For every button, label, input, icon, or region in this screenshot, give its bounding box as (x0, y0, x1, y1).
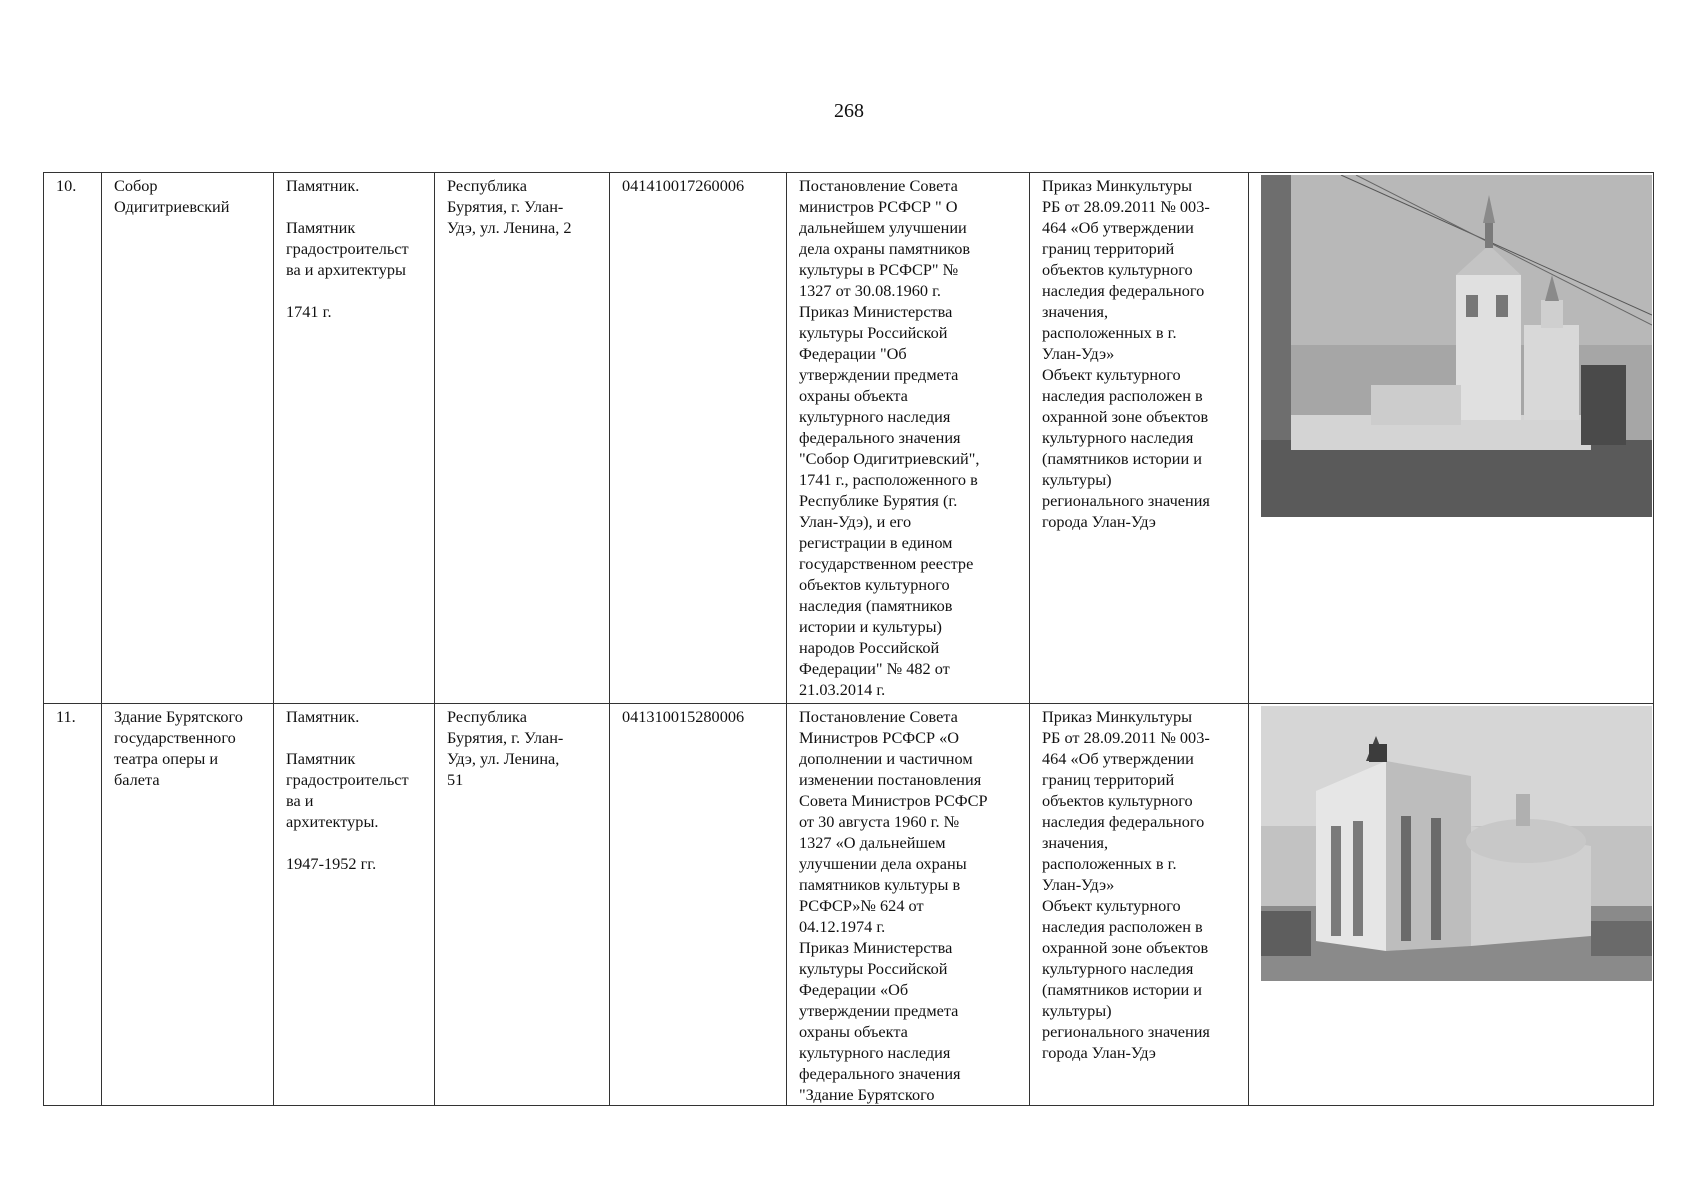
text-line: "Здание Бурятского (799, 1085, 935, 1104)
text-line: регионального значения (1042, 491, 1210, 510)
table-row (44, 704, 1654, 1106)
text-line: Приказ Министерства (799, 938, 953, 957)
text-line: 21.03.2014 г. (799, 680, 886, 699)
text-line: расположенных в г. (1042, 323, 1177, 342)
text-line: Здание Бурятского (114, 707, 243, 726)
text-line: 464 «Об утверждении (1042, 749, 1194, 768)
text-line: ва и (286, 791, 314, 810)
text-line: расположенных в г. (1042, 854, 1177, 873)
object-name-cell (102, 704, 274, 1106)
text-line: Удэ, ул. Ленина, (447, 749, 560, 768)
text-line: охранной зоне объектов (1042, 938, 1209, 957)
text-line: культуры Российской (799, 959, 948, 978)
text-line: градостроительст (286, 239, 409, 258)
text-line: Постановление Совета (799, 176, 958, 195)
registration-number-cell (610, 173, 787, 704)
text-line: (памятников истории и (1042, 449, 1203, 468)
text-line: границ территорий (1042, 770, 1175, 789)
text-line: значения, (1042, 833, 1109, 852)
text-line: истории и культуры) (799, 617, 942, 636)
text-line: РБ от 28.09.2011 № 003- (1042, 197, 1210, 216)
text-line: государственном реестре (799, 554, 974, 573)
protection-document-cell (787, 704, 1030, 1106)
text-line: границ территорий (1042, 239, 1175, 258)
text-line: культуры) (1042, 470, 1112, 489)
text-line: Улан-Удэ» (1042, 875, 1115, 894)
text-line: изменении постановления (799, 770, 982, 789)
photo-cell (1249, 173, 1654, 704)
text-line: улучшении дела охраны (799, 854, 967, 873)
text-line: Собор (114, 176, 158, 195)
text-line: культурного наследия (1042, 959, 1194, 978)
text-line: архитектуры. (286, 812, 379, 831)
text-line: РСФСР»№ 624 от (799, 896, 924, 915)
object-category-cell (274, 704, 435, 1106)
text-line: градостроительст (286, 770, 409, 789)
text-line: 1741 г. (286, 302, 332, 321)
text-line: государственного (114, 728, 236, 747)
text-line: охраны объекта (799, 386, 908, 405)
text-line: федерального значения (799, 428, 961, 447)
text-line: Бурятия, г. Улан- (447, 197, 564, 216)
text-line: Совета Министров РСФСР (799, 791, 988, 810)
text-line: регистрации в едином (799, 533, 953, 552)
text-line: 1327 «О дальнейшем (799, 833, 946, 852)
text-line: от 30 августа 1960 г. № (799, 812, 960, 831)
text-line: Бурятия, г. Улан- (447, 728, 564, 747)
text-line: Объект культурного (1042, 365, 1181, 384)
text-line: балета (114, 770, 160, 789)
registration-number: 041310015280006 (622, 707, 745, 726)
text-line (286, 727, 422, 748)
heritage-registry-table (43, 172, 1654, 1106)
text-line: охранной зоне объектов (1042, 407, 1209, 426)
row-number-cell (44, 173, 102, 704)
text-line: значения, (1042, 302, 1109, 321)
photo-cell (1249, 704, 1654, 1106)
territory-document-cell (1030, 704, 1249, 1106)
text-line: Приказ Минкультуры (1042, 176, 1193, 195)
text-line: Памятник. (286, 707, 360, 726)
text-line: Памятник (286, 218, 356, 237)
text-line: наследия расположен в (1042, 386, 1203, 405)
text-line: дополнении и частичном (799, 749, 973, 768)
text-line: Республике Бурятия (г. (799, 491, 958, 510)
text-line: "Собор Одигитриевский", (799, 449, 980, 468)
text-line: объектов культурного (1042, 260, 1193, 279)
text-line: Одигитриевский (114, 197, 230, 216)
text-line: культуры в РСФСР" № (799, 260, 959, 279)
text-line: культурного наследия (799, 1043, 951, 1062)
text-line: федерального значения (799, 1064, 961, 1083)
text-line: культуры Российской (799, 323, 948, 342)
text-line: города Улан-Удэ (1042, 1043, 1156, 1062)
text-line: Памятник (286, 749, 356, 768)
page-number: 268 (834, 100, 864, 122)
text-line: культурного наследия (1042, 428, 1194, 447)
text-line: 04.12.1974 г. (799, 917, 886, 936)
object-name-cell (102, 173, 274, 704)
text-line (286, 280, 422, 301)
text-line: Федерации «Об (799, 980, 909, 999)
text-line: Улан-Удэ), и его (799, 512, 912, 531)
text-line: Приказ Министерства (799, 302, 953, 321)
territory-document-cell (1030, 173, 1249, 704)
object-category-cell (274, 173, 435, 704)
text-line: культуры) (1042, 1001, 1112, 1020)
text-line: города Улан-Удэ (1042, 512, 1156, 531)
text-line: Памятник. (286, 176, 360, 195)
text-line: РБ от 28.09.2011 № 003- (1042, 728, 1210, 747)
text-line: Удэ, ул. Ленина, 2 (447, 218, 572, 237)
photo-cathedral (1261, 175, 1652, 517)
text-line: министров РСФСР " О (799, 197, 958, 216)
object-address-cell (435, 173, 610, 704)
text-line: народов Российской (799, 638, 940, 657)
text-line: 464 «Об утверждении (1042, 218, 1194, 237)
text-line: наследия расположен в (1042, 917, 1203, 936)
text-line: 51 (447, 770, 464, 789)
text-line: наследия федерального (1042, 812, 1205, 831)
text-line: Улан-Удэ» (1042, 344, 1115, 363)
text-line: Министров РСФСР «О (799, 728, 960, 747)
text-line: наследия федерального (1042, 281, 1205, 300)
registration-number: 041410017260006 (622, 176, 745, 195)
text-line: 1741 г., расположенного в (799, 470, 978, 489)
object-address-cell (435, 704, 610, 1106)
text-line: утверждении предмета (799, 365, 959, 384)
text-line: объектов культурного (1042, 791, 1193, 810)
text-line (286, 196, 422, 217)
text-line: ва и архитектуры (286, 260, 406, 279)
text-line: (памятников истории и (1042, 980, 1203, 999)
row-number-cell (44, 704, 102, 1106)
text-line: культурного наследия (799, 407, 951, 426)
text-line: утверждении предмета (799, 1001, 959, 1020)
text-line: Республика (447, 707, 527, 726)
text-line: Объект культурного (1042, 896, 1181, 915)
text-line: Федерации" № 482 от (799, 659, 950, 678)
text-line: Республика (447, 176, 527, 195)
text-line: театра оперы и (114, 749, 219, 768)
photo-opera-theatre (1261, 706, 1652, 981)
row-number: 11. (56, 707, 76, 726)
text-line: регионального значения (1042, 1022, 1210, 1041)
text-line: дела охраны памятников (799, 239, 971, 258)
text-line: наследия (памятников (799, 596, 953, 615)
table-row (44, 173, 1654, 704)
text-line: Приказ Минкультуры (1042, 707, 1193, 726)
text-line (286, 832, 422, 853)
text-line: Постановление Совета (799, 707, 958, 726)
text-line: памятников культуры в (799, 875, 961, 894)
text-line: дальнейшем улучшении (799, 218, 967, 237)
text-line: 1947-1952 гг. (286, 854, 377, 873)
protection-document-cell (787, 173, 1030, 704)
registration-number-cell (610, 704, 787, 1106)
row-number: 10. (56, 176, 77, 195)
text-line: объектов культурного (799, 575, 950, 594)
text-line: охраны объекта (799, 1022, 908, 1041)
text-line: 1327 от 30.08.1960 г. (799, 281, 941, 300)
text-line: Федерации "Об (799, 344, 907, 363)
